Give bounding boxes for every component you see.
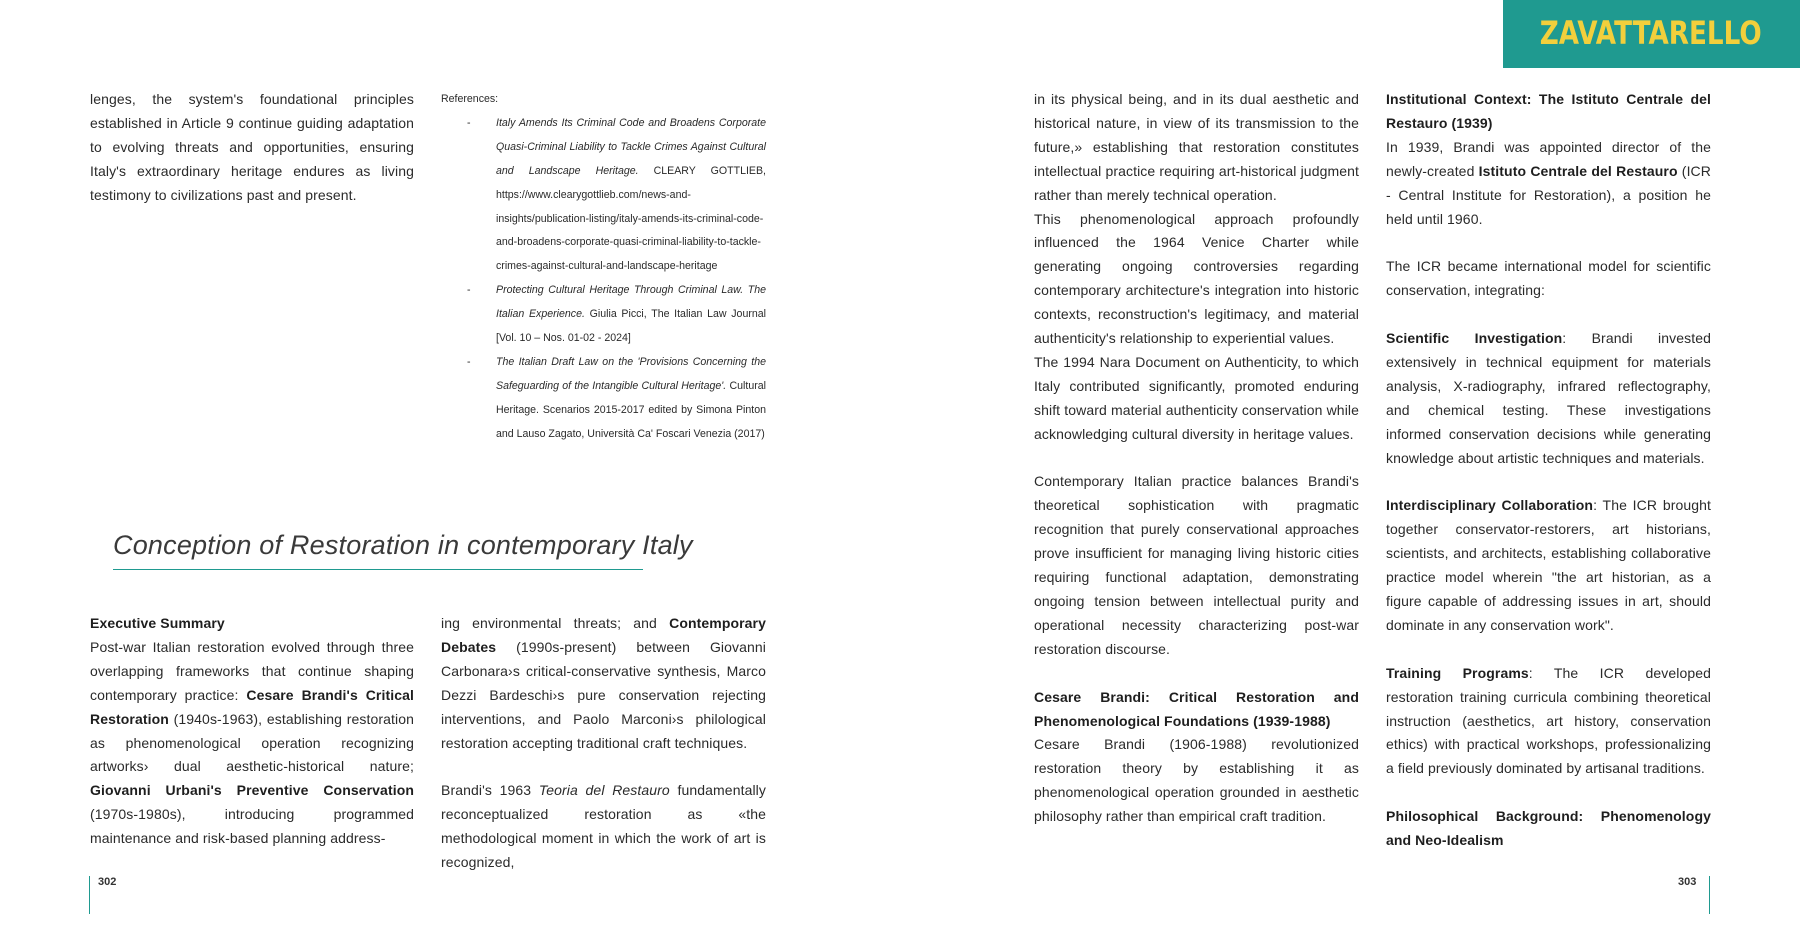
right-col2 (1386, 88, 1711, 853)
left-page-number-rule (89, 876, 90, 914)
reference-item: - Protecting Cultural Heritage Through Criminal Law. The Italian Experience. Giulia Picci, The Italian Law Journal [Vol. 10 – Nos. 01-02 - 2024] (441, 279, 766, 351)
right-paragraph: in its physical being, and in its dual aesthetic and historical nature, in view of its transmission to the future,» establishing that restoration constitutes intellectual practice requiring art-historical judgment rather than merely technical operation. (1034, 91, 1359, 203)
right-page-number-rule (1709, 876, 1710, 914)
brand-title: ZAVATTARELLO (1540, 14, 1762, 52)
left-page-number: 302 (98, 876, 117, 888)
executive-summary-paragraph: Post-war Italian restoration evolved through three overlapping frameworks that continue shaping contemporary practice: Cesare Brandi's Critical Restoration (1940s-1963), establishing restoration as phenomenological operation recognizing artworks› dual aesthetic-historical nature; Giovanni Urbani's Preventive Conservation (1970s-1980s), introducing programmed maintenance and risk-based planning address- (90, 638, 414, 847)
institutional-context-heading: Institutional Context: The Istituto Centrale del Restauro (1939) (1386, 91, 1711, 131)
training-paragraph: Training Programs: The ICR developed restoration training curricula combining theoretical instruction (aesthetics, art history, conservation ethics) with practical workshops, professionalizing a field previously dominated by artisanal traditions. (1386, 664, 1711, 777)
left-col1-continuation (90, 88, 414, 208)
reference-item: - The Italian Draft Law on the 'Provisions Concerning the Safeguarding of the Intangible Cultural Heritage'. Cultural Heritage. Scenarios 2015-2017 edited by Simona Pinton and Lauso Zagato, Università Ca' Foscari Venezia (2017) (441, 351, 766, 447)
references-list (441, 112, 766, 447)
right-paragraph: Cesare Brandi (1906-1988) revolutionized restoration theory by establishing it as phenomenological operation grounded in aesthetic philosophy rather than empirical craft tradition. (1034, 736, 1359, 825)
summary-continuation-paragraph: ing environmental threats; and Contemporary Debates (1990s-present) between Giovanni Carbonara›s critical-conservative synthesis, Marco Dezzi Bardeschi›s pure conservation rejecting interventions, and Paolo Marconi›s philological restoration accepting traditional craft techniques. (441, 615, 766, 751)
icr-model-paragraph: The ICR became international model for scientific conservation, integrating: (1386, 258, 1711, 299)
scientific-investigation-paragraph: Scientific Investigation: Brandi invested extensively in technical equipment for materials analysis, X-radiography, infrared reflectography, and chemical testing. These investigations informed conservation decisions while generating knowledge about artistic techniques and materials. (1386, 330, 1711, 466)
section-title-underline (113, 569, 643, 570)
right-paragraph: Contemporary Italian practice balances Brandi's theoretical sophistication with pragmatic recognition that purely conservational approaches prove insufficient for managing living historic cities requiring functional adaptation, demonstrating ongoing tension between intellectual purity and operational necessity characterizing post-war restoration discourse. (1034, 473, 1359, 657)
right-paragraph: This phenomenological approach profoundly influenced the 1964 Venice Charter while generating ongoing controversies regarding contemporary architecture's integration into historic contexts, reconstruction's legitimacy, and material authenticity's relationship to experiential values. (1034, 210, 1359, 347)
interdisciplinary-paragraph: Interdisciplinary Collaboration: The ICR brought together conservator-restorers, art historians, scientists, and architects, establishing collaborative practice model wherein "the art historian, as a figure capable of addressing issues in art, should dominate in any conservation work". (1386, 497, 1711, 633)
right-col1 (1034, 88, 1359, 829)
left-col1-summary (90, 612, 414, 851)
brand-banner (1503, 0, 1800, 68)
references-block (441, 88, 766, 447)
reference-item: - Italy Amends Its Criminal Code and Broadens Corporate Quasi-Criminal Liability to Tackle Crimes Against Cultural and Landscape Heritage. CLEARY GOTTLIEB, https://www.clearygottlieb.com/news-and-insights/publication-listing/italy-amends-its-criminal-code-and-broadens-corporate-quasi-criminal-liability-to-tackle-crimes-against-cultural-and-landscape-heritage (441, 112, 766, 279)
left-col2-summary (441, 612, 766, 875)
right-paragraph: The 1994 Nara Document on Authenticity, to which Italy contributed significantly, promoted enduring shift toward material authenticity conservation while acknowledging cultural diversity in heritage values. (1034, 353, 1359, 442)
continuation-paragraph: lenges, the system's foundational principles established in Article 9 continue guiding adaptation to evolving threats and opportunities, ensuring Italy's extraordinary heritage endures as living testimony to civilizations past and present. (90, 91, 414, 203)
brandi-heading: Cesare Brandi: Critical Restoration and Phenomenological Foundations (1939-1988) (1034, 688, 1359, 729)
right-page-number: 303 (1678, 876, 1697, 888)
teoria-paragraph: Brandi's 1963 Teoria del Restauro fundamentally reconceptualized restoration as «the methodological moment in which the work of art is recognized, (441, 782, 766, 871)
executive-summary-heading: Executive Summary (90, 615, 225, 631)
icr-paragraph: In 1939, Brandi was appointed director of the newly-created Istituto Centrale del Restauro (ICR - Central Institute for Restoration), a position he held until 1960. (1386, 138, 1711, 227)
philosophical-background-heading: Philosophical Background: Phenomenology and Neo-Idealism (1386, 808, 1711, 849)
section-title: Conception of Restoration in contemporary Italy (113, 530, 693, 560)
references-label: References: (441, 93, 499, 105)
